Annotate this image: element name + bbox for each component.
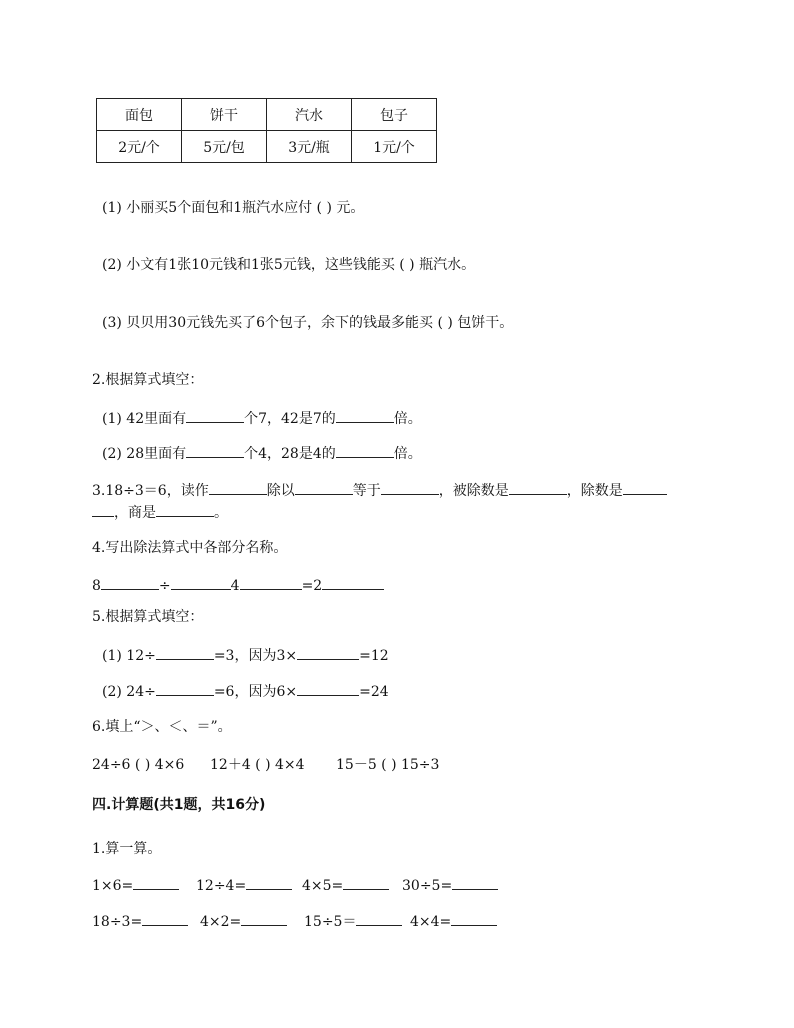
calc-item [402,875,498,895]
text: 等于 [352,483,381,499]
text: =2 [301,578,323,594]
text: (2) 24÷ [102,684,156,700]
question-6-title: 6.填上“＞、＜、＝”。 [92,719,232,735]
text: 个7，42是7的 [244,411,336,427]
price-table-price-row [97,131,437,163]
text: 除以 [266,483,295,499]
text: =24 [359,684,389,700]
comparison-item: 15－5 ( ) 15÷3 [336,757,440,773]
table-cell: 1元/个 [352,131,437,163]
answer-blank[interactable] [451,911,497,926]
text: ，除数是 [566,483,623,499]
answer-blank[interactable] [240,575,302,590]
comparison-item: 12＋4 ( ) 4×4 [210,757,305,773]
answer-blank[interactable] [343,875,389,890]
text: =12 [359,648,389,664]
question-3-line2 [92,502,228,522]
answer-blank[interactable] [133,875,179,890]
text: ，商是 [114,505,156,521]
text: 1×6= [92,878,134,894]
text: 4×5= [302,878,344,894]
calc-row-2 [92,911,497,931]
answer-blank[interactable] [336,443,394,458]
answer-blank[interactable] [452,875,498,890]
answer-blank[interactable] [322,575,384,590]
text: 3.18÷3＝6，读作 [92,483,209,499]
table-cell: 5元/包 [182,131,267,163]
answer-blank[interactable] [101,575,159,590]
question-4-equation [92,575,384,595]
question-1-3: (3) 贝贝用30元钱先买了6个包子，余下的钱最多能买 ( ) 包饼干。 [102,315,514,331]
calc-item [302,875,402,895]
answer-blank[interactable] [156,681,214,696]
text: 4×4= [410,914,452,930]
text: 4×2= [200,914,242,930]
question-3-line1 [92,480,667,500]
table-cell: 2元/个 [97,131,182,163]
question-2-title: 2.根据算式填空： [92,372,204,388]
answer-blank[interactable] [186,443,244,458]
text: (1) 42里面有 [102,411,187,427]
text: 12÷4= [196,878,247,894]
answer-blank[interactable] [156,645,214,660]
answer-blank[interactable] [297,645,359,660]
answer-blank[interactable] [186,408,244,423]
text: 30÷5= [402,878,453,894]
text: 。 [214,505,228,521]
question-1-1: (1) 小丽买5个面包和1瓶汽水应付 ( ) 元。 [102,200,365,216]
calc-item [410,911,497,931]
table-cell: 饼干 [182,99,267,131]
answer-blank[interactable] [156,502,214,517]
answer-blank[interactable] [381,480,439,495]
text: ，被除数是 [438,483,509,499]
answer-blank[interactable] [623,480,667,495]
table-cell: 面包 [97,99,182,131]
text: =6，因为6× [213,684,298,700]
text: (1) 12÷ [102,648,156,664]
calc-item [196,875,302,895]
answer-blank[interactable] [336,408,394,423]
question-2-2 [102,443,422,463]
answer-blank[interactable] [92,502,114,517]
question-5-title: 5.根据算式填空： [92,609,204,625]
section-4-question-title: 1.算一算。 [92,841,162,857]
calc-item [304,911,410,931]
text: 个4，28是4的 [244,446,336,462]
answer-blank[interactable] [356,911,402,926]
table-cell: 包子 [352,99,437,131]
answer-blank[interactable] [509,480,567,495]
question-5-2 [102,681,389,701]
text: 倍。 [393,411,422,427]
price-table [96,98,437,163]
question-2-1 [102,408,422,428]
text: 倍。 [393,446,422,462]
table-cell: 3元/瓶 [267,131,352,163]
calc-item [92,911,200,931]
text: 15÷5＝ [304,914,357,930]
text: 4 [230,578,240,594]
answer-blank[interactable] [297,681,359,696]
table-cell: 汽水 [267,99,352,131]
section-4-heading: 四.计算题(共1题，共16分) [92,797,266,813]
question-4-title: 4.写出除法算式中各部分名称。 [92,540,288,556]
answer-blank[interactable] [171,575,231,590]
question-5-1 [102,645,389,665]
calc-row-1 [92,875,498,895]
answer-blank[interactable] [142,911,188,926]
text: 8 [92,578,101,594]
question-1-2: (2) 小文有1张10元钱和1张5元钱，这些钱能买 ( ) 瓶汽水。 [102,257,476,273]
answer-blank[interactable] [209,480,267,495]
calc-item [200,911,304,931]
question-6-items [92,756,439,774]
text: =3，因为3× [213,648,298,664]
text: ÷ [158,578,171,594]
calc-item [92,875,196,895]
answer-blank[interactable] [295,480,353,495]
price-table-header-row [97,99,437,131]
text: 18÷3= [92,914,143,930]
answer-blank[interactable] [241,911,287,926]
answer-blank[interactable] [246,875,292,890]
comparison-item: 24÷6 ( ) 4×6 [92,757,185,773]
text: (2) 28里面有 [102,446,187,462]
